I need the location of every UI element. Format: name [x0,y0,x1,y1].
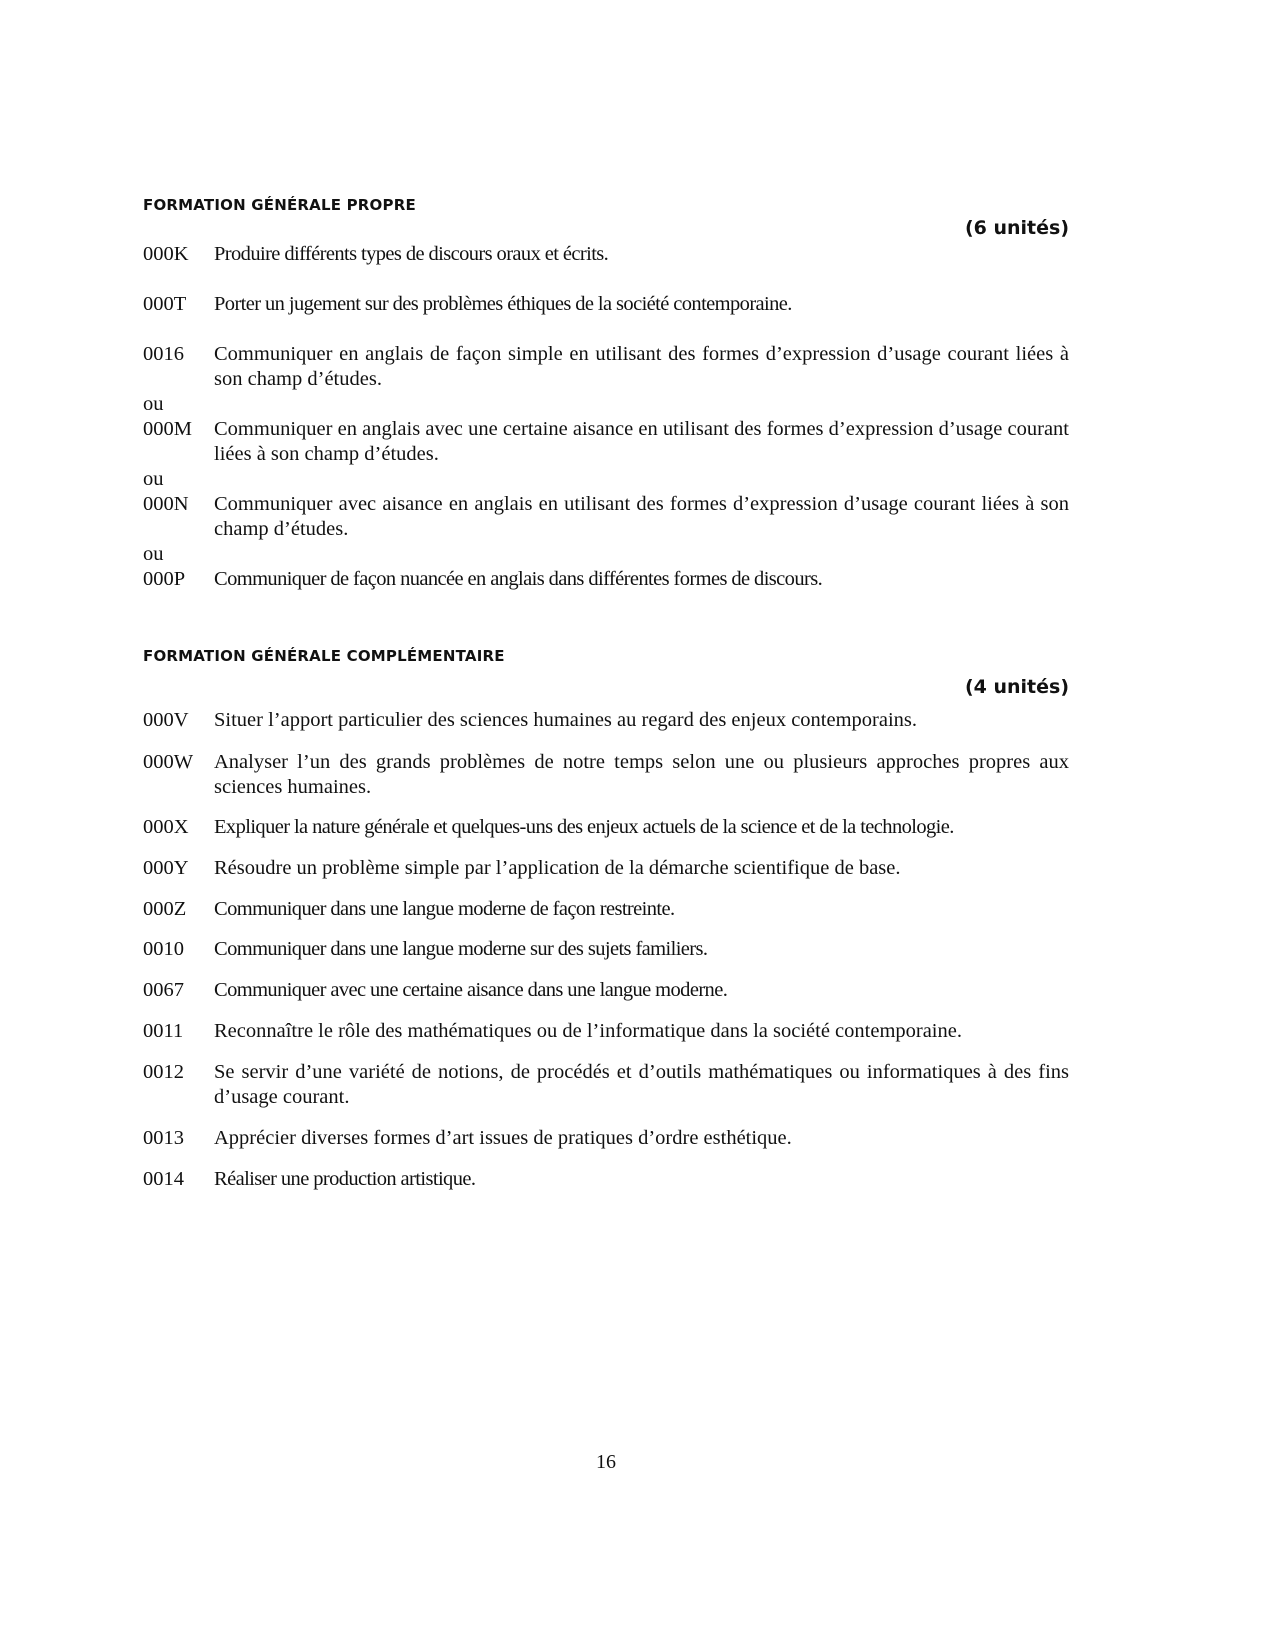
competency-text: Se servir d’une variété de notions, de procédés et d’outils mathématiques ou informatiques à des fins d’usage courant. [214,1061,1069,1108]
competency-code: 000K [143,243,189,265]
competency-item [143,242,1069,267]
competency-text: Communiquer dans une langue moderne de façon restreinte. [214,898,675,920]
competency-text: Communiquer avec une certaine aisance dans une langue moderne. [214,979,728,1001]
competency-item [143,708,1069,733]
competency-code: 0012 [143,1061,184,1083]
or-label: ou [143,543,164,565]
competency-item [143,492,1069,542]
competency-text: Communiquer avec aisance en anglais en utilisant des formes d’expression d’usage courant liées à son champ d’études. [214,493,1069,540]
competency-code: 000W [143,751,194,773]
competency-item [143,1019,1069,1044]
section-heading: FORMATION GÉNÉRALE PROPRE [143,196,416,214]
competency-text: Réaliser une production artistique. [214,1168,476,1190]
competency-item [143,856,1069,881]
competency-item [143,897,1069,922]
competency-text: Analyser l’un des grands problèmes de notre temps selon une ou plusieurs approches propres aux sciences humaines. [214,751,1069,798]
competency-text: Produire différents types de discours oraux et écrits. [214,243,609,265]
competency-text: Expliquer la nature générale et quelques-uns des enjeux actuels de la science et de la technologie. [214,816,954,838]
competency-code: 0014 [143,1168,184,1190]
competency-code: 000N [143,493,189,515]
units-label: (6 unités) [964,217,1069,239]
competency-code: 000X [143,816,189,838]
competency-code: 000V [143,709,189,731]
page-number: 16 [596,1451,616,1473]
competency-item [143,567,1069,592]
competency-code: 0010 [143,938,184,960]
competency-code: 000P [143,568,186,590]
competency-item [143,1167,1069,1192]
competency-code: 0067 [143,979,184,1001]
competency-code: 000Y [143,857,189,879]
competency-code: 0016 [143,343,184,365]
competency-text: Porter un jugement sur des problèmes éthiques de la société contemporaine. [214,293,792,315]
competency-text: Résoudre un problème simple par l’application de la démarche scientifique de base. [214,857,901,879]
competency-text: Apprécier diverses formes d’art issues de pratiques d’ordre esthétique. [214,1127,792,1149]
competency-text: Communiquer en anglais avec une certaine aisance en utilisant des formes d’expression d’usage courant liées à son champ d’études. [214,418,1069,465]
competency-text: Reconnaître le rôle des mathématiques ou de l’informatique dans la société contemporaine. [214,1020,962,1042]
competency-code: 0011 [143,1020,184,1042]
units-label: (4 unités) [964,676,1069,698]
competency-item [143,342,1069,392]
competency-text: Communiquer dans une langue moderne sur des sujets familiers. [214,938,708,960]
competency-code: 000M [143,418,192,440]
competency-text: Communiquer en anglais de façon simple en utilisant des formes d’expression d’usage courant liées à son champ d’études. [214,343,1069,390]
competency-code: 0013 [143,1127,184,1149]
or-label: ou [143,393,164,415]
competency-item [143,750,1069,800]
competency-item [143,1126,1069,1151]
competency-code: 000T [143,293,187,315]
competency-item [143,1060,1069,1110]
competency-item [143,978,1069,1003]
competency-item [143,937,1069,962]
competency-item [143,417,1069,467]
competency-item [143,292,1069,317]
or-label: ou [143,468,164,490]
competency-code: 000Z [143,898,187,920]
competency-item [143,815,1069,840]
competency-text: Situer l’apport particulier des sciences humaines au regard des enjeux contemporains. [214,709,918,731]
competency-text: Communiquer de façon nuancée en anglais dans différentes formes de discours. [214,568,823,590]
section-heading: FORMATION GÉNÉRALE COMPLÉMENTAIRE [143,647,505,665]
